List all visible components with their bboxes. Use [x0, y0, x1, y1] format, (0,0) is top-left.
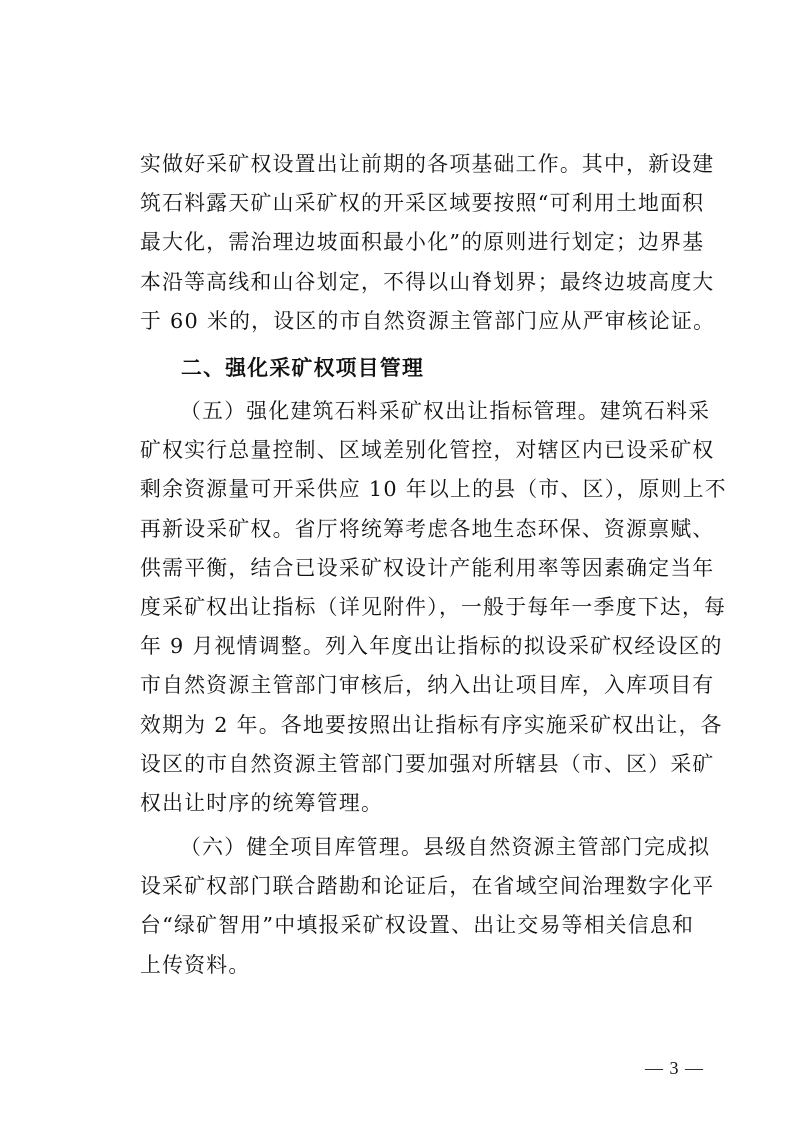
paragraph-line: 市自然资源主管部门审核后，纳入出让项目库，入库项目有: [140, 673, 715, 698]
paragraph-intro: [140, 145, 716, 341]
paragraph-line: 年 9 月视情调整。列入年度出让指标的拟设采矿权经设区的: [140, 634, 723, 659]
paragraph-line: 于 60 米的，设区的市自然资源主管部门应从严审核论证。: [140, 308, 716, 333]
paragraph-line: 设采矿权部门联合踏勘和论证后，在省域空间治理数字化平: [140, 874, 715, 899]
paragraph-six: [140, 828, 715, 985]
paragraph-line: 台“绿矿智用”中填报采矿权设置、出让交易等相关信息和: [140, 913, 695, 938]
paragraph-line: 效期为 2 年。各地要按照出让指标有序实施采矿权出让，各: [140, 712, 723, 737]
paragraph-line: 剩余资源量可开采供应 10 年以上的县（市、区），原则上不: [140, 477, 727, 502]
paragraph-five: [140, 392, 727, 823]
paragraph-line: （五）强化建筑石料采矿权出让指标管理。建筑石料采: [180, 399, 711, 423]
section-heading: 二、强化采矿权项目管理: [181, 356, 425, 380]
paragraph-line: （六）健全项目库管理。县级自然资源主管部门完成拟: [180, 835, 711, 859]
paragraph-line: 供需平衡，结合已设采矿权设计产能利用率等因素确定当年: [140, 555, 715, 580]
paragraph-line: 实做好采矿权设置出让前期的各项基础工作。其中，新设建: [140, 152, 715, 176]
paragraph-line: 最大化，需治理边坡面积最小化”的原则进行划定；边界基: [140, 230, 705, 255]
paragraph-line: 度采矿权出让指标（详见附件），一般于每年一季度下达，每: [140, 594, 727, 619]
page-number: — 3 —: [645, 1058, 704, 1078]
paragraph-line: 筑石料露天矿山采矿权的开采区域要按照“可利用土地面积: [140, 191, 705, 216]
paragraph-line: 再新设采矿权。省厅将统筹考虑各地生态环保、资源禀赋、: [140, 516, 715, 541]
paragraph-line: 上传资料。: [140, 952, 251, 977]
paragraph-line: 矿权实行总量控制、区域差别化管控，对辖区内已设采矿权: [140, 438, 715, 463]
paragraph-line: 设区的市自然资源主管部门要加强对所辖县（市、区）采矿: [140, 751, 715, 776]
paragraph-line: 本沿等高线和山谷划定，不得以山脊划界；最终边坡高度大: [140, 269, 715, 294]
paragraph-line: 权出让时序的统筹管理。: [140, 790, 384, 815]
